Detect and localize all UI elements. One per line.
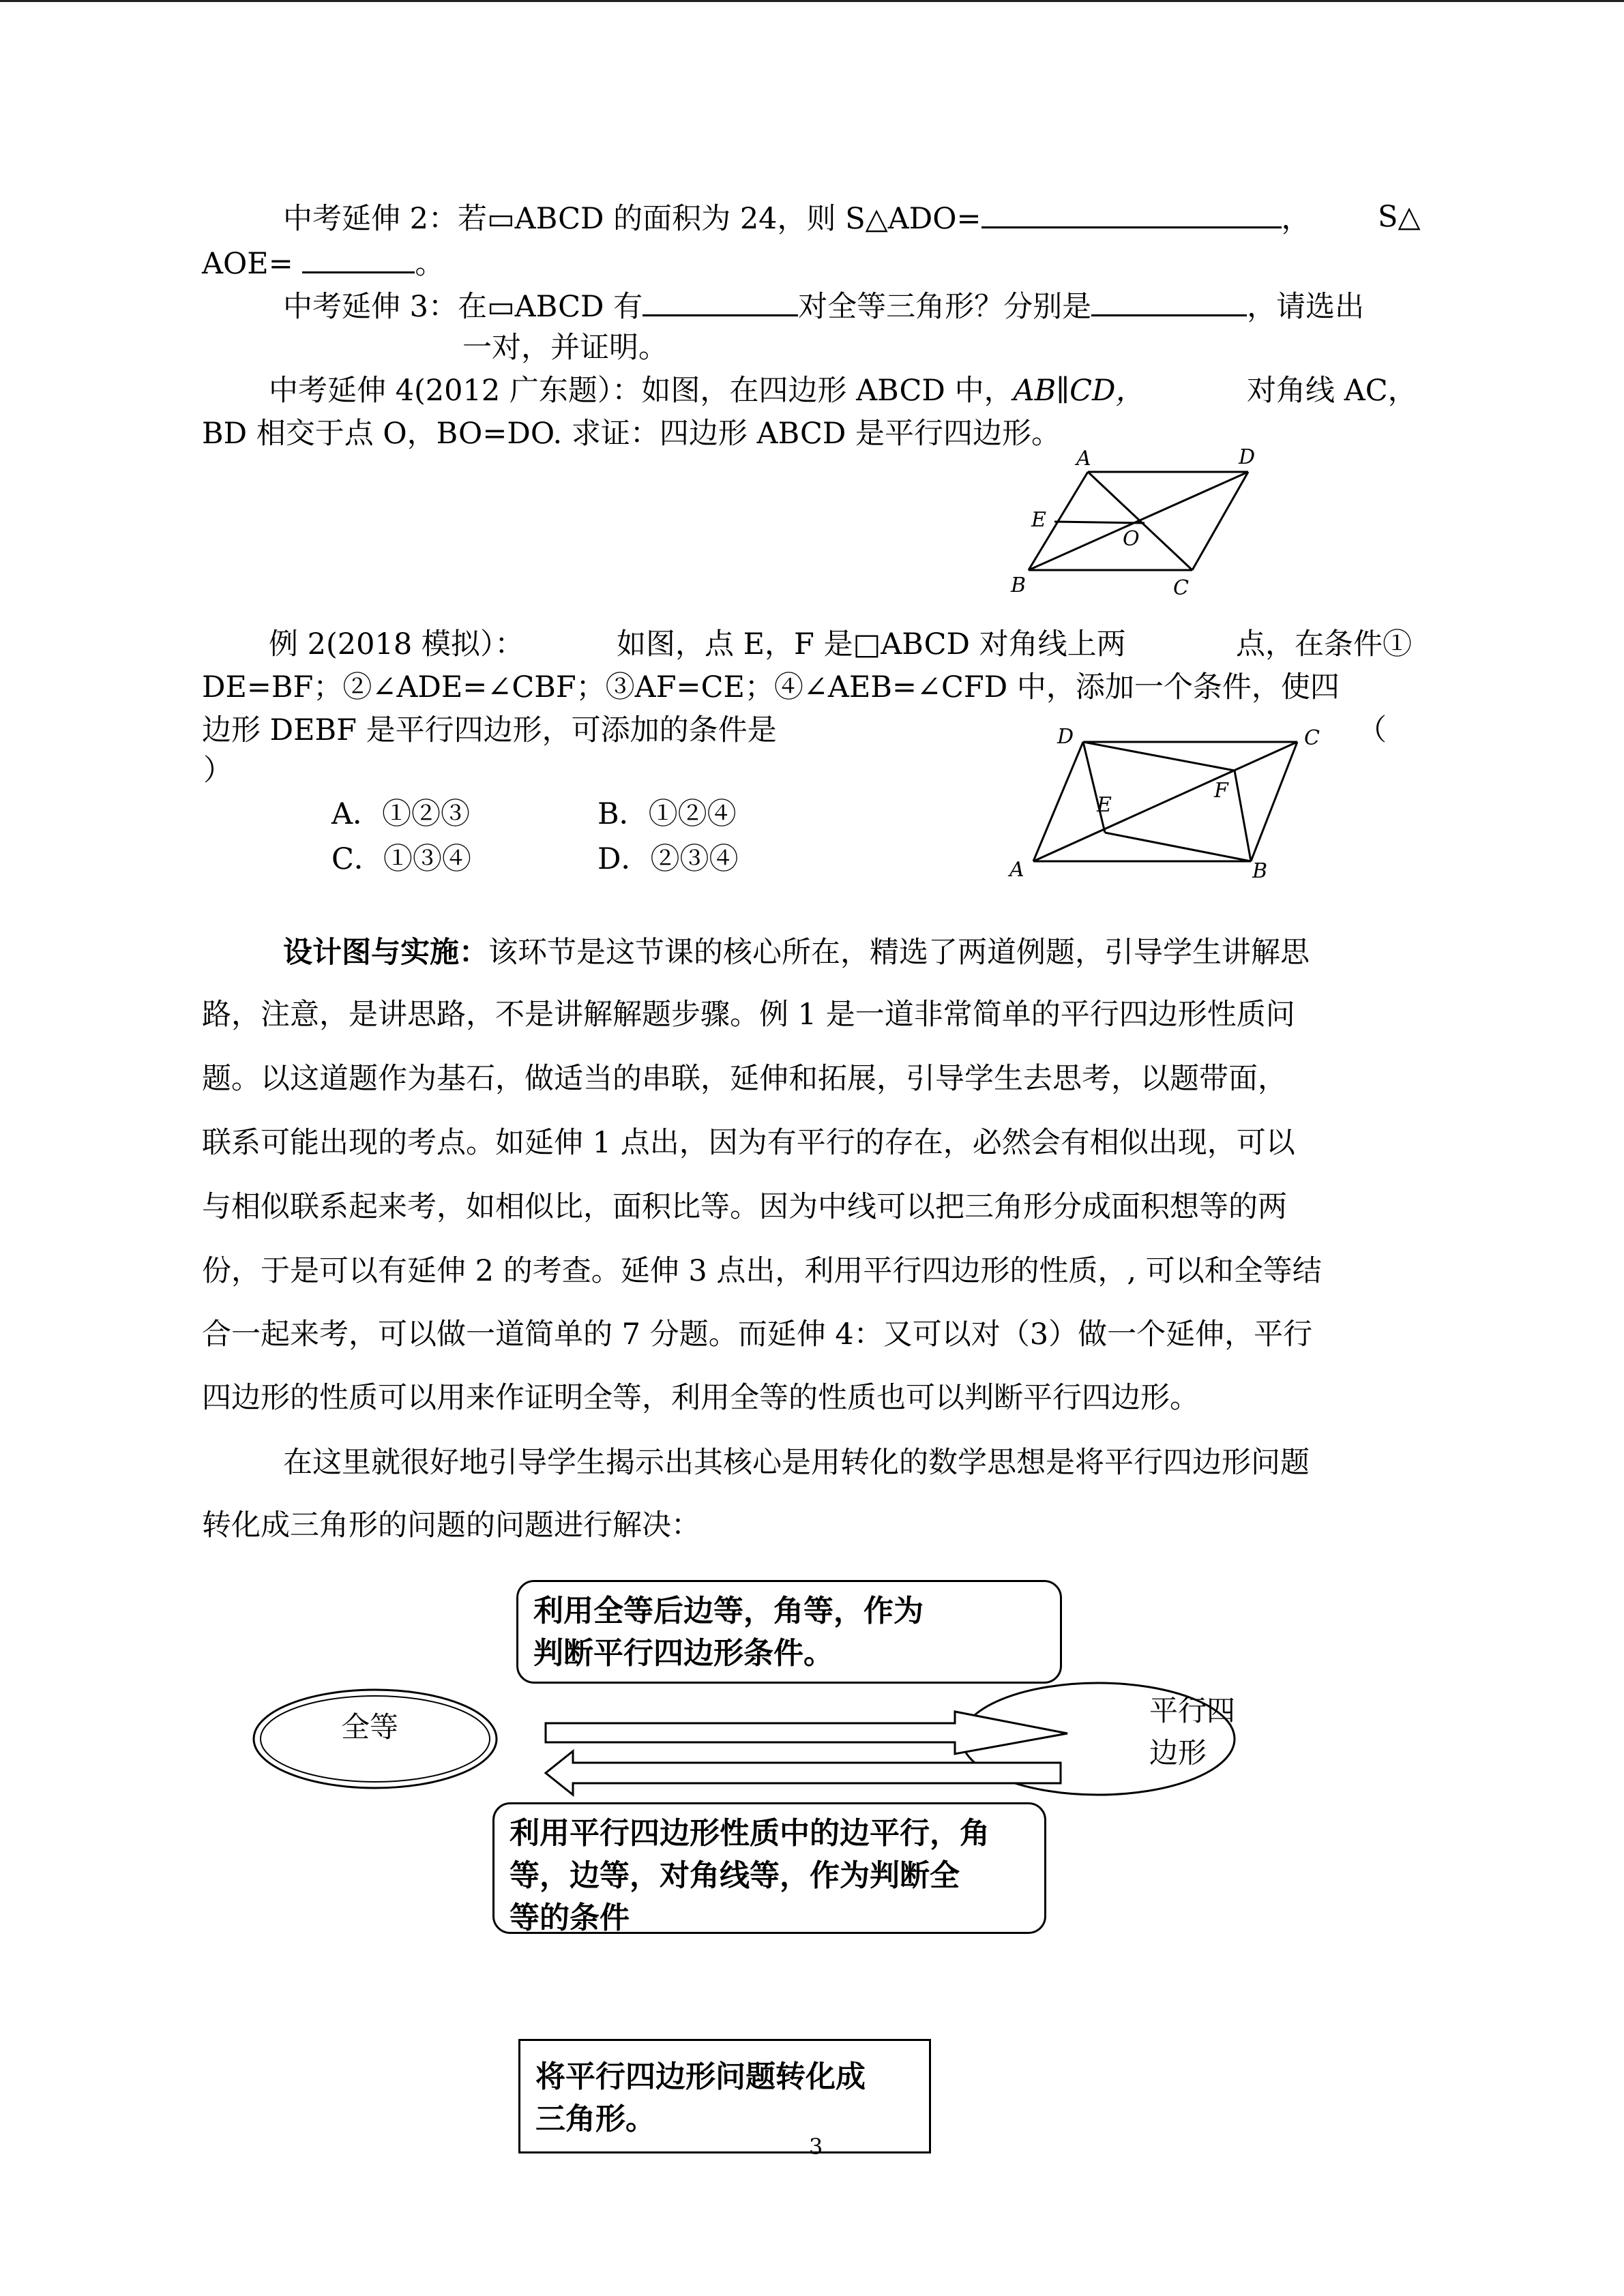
flow-bottom-box-line1: 利用平行四边形性质中的边平行，角 [510, 1816, 990, 1851]
design-text-1: 该环节是这节课的核心所在，精选了两道例题，引导学生讲解思 [488, 936, 1310, 970]
flow-bottom-box [492, 1802, 1046, 1934]
design-line2: 路，注意，是讲思路，不是讲解解题步骤。例 1 是一道非常简单的平行四边形性质问 [202, 998, 1295, 1032]
design-line8: 四边形的性质可以用来作证明全等，利用全等的性质也可以判断平行四边形。 [202, 1381, 1199, 1415]
ext4-line2: BD 相交于点 O，BO=DO. 求证：四边形 ABCD 是平行四边形。 [202, 417, 1061, 451]
fig2-segment-bf [1235, 771, 1251, 861]
ex2-line2: DE=BF；②∠ADE=∠CBF；③AF=CE；④∠AEB=∠CFD 中，添加一个条件，使四 [202, 670, 1340, 704]
flow-right-oval-label-line1: 平行四 [1149, 1694, 1236, 1727]
ex2-option-b[interactable]: B．①②④ [597, 797, 737, 831]
fig2-segment-fd [1083, 742, 1235, 771]
flow-top-box-line1: 利用全等后边等，角等，作为 [533, 1594, 924, 1628]
ex2-line3: 边形 DEBF 是平行四边形，可添加的条件是 [202, 713, 777, 747]
fig1-label-c: C [1173, 576, 1189, 600]
design-line7: 合一起来考，可以做一道简单的 7 分题。而延伸 4：又可以对（3）做一个延伸，平行 [202, 1317, 1313, 1352]
ex2-option-c[interactable]: C．①③④ [331, 842, 471, 876]
design-line1 [283, 932, 1310, 973]
flow-top-box-line2: 判断平行四边形条件。 [533, 1636, 833, 1671]
ex2-text-b: 如图，点 E，F 是□ABCD 对角线上两 [617, 627, 1126, 661]
ext3-blank-count[interactable] [643, 284, 798, 316]
ext4-text-b: 对角线 AC， [1247, 374, 1417, 408]
flow-bottom-box-line3: 等的条件 [510, 1900, 630, 1934]
fig1-label-b: B [1011, 573, 1027, 597]
summary-line2: 转化成三角形的问题的问题进行解决： [202, 1508, 700, 1542]
ext4-text-a: 中考延伸 4(2012 广东题）：如图，在四边形 ABCD 中， [269, 374, 1014, 408]
ext2-line1 [283, 196, 1311, 239]
fig1-label-o: O [1123, 527, 1140, 551]
flow-arrow-left-icon [546, 1751, 1061, 1795]
ex2-option-a[interactable]: A．①②③ [331, 797, 471, 831]
page-top-border [0, 0, 1624, 2]
flow-result-box-line1: 将平行四边形问题转化成 [535, 2059, 866, 2094]
ext2-comma: ， [1281, 202, 1311, 236]
ext2-line2 [202, 241, 444, 284]
ext4-condition: AB∥CD， [1013, 374, 1145, 408]
fig2-label-e: E [1097, 793, 1112, 817]
design-line4: 联系可能出现的考点。如延伸 1 点出，因为有平行的存在，必然会有相似出现，可以 [202, 1126, 1295, 1160]
fig2-segment-de [1083, 742, 1105, 833]
flow-result-box-line2: 三角形。 [535, 2102, 655, 2136]
flow-arrow-right-icon [546, 1712, 1067, 1754]
figure-parallelogram-debf [1003, 719, 1344, 883]
ext2-text: 中考延伸 2：若▭ABCD 的面积为 24，则 S△ADO= [283, 202, 981, 236]
fig1-side-dc [1192, 472, 1248, 570]
flow-top-box [516, 1580, 1062, 1684]
ext3-text-a: 中考延伸 3：在▭ABCD 有 [283, 290, 643, 324]
ext2-s-tri: S△ [1378, 200, 1421, 234]
ext2-blank-ado[interactable] [981, 196, 1282, 228]
ext4-line1 [269, 370, 1145, 411]
fig2-label-c: C [1304, 726, 1320, 750]
ex2-paren-open: （ [1357, 713, 1387, 747]
fig2-label-d: D [1057, 725, 1074, 749]
design-line6: 份，于是可以有延伸 2 的考查。延伸 3 点出，利用平行四边形的性质，, 可以和全等结 [202, 1254, 1322, 1288]
summary-line1: 在这里就很好地引导学生揭示出其核心是用转化的数学思想是将平行四边形问题 [283, 1446, 1310, 1480]
figure-quadrilateral-abcd [1003, 443, 1275, 603]
design-line5: 与相似联系起来考，如相似比，面积比等。因为中线可以把三角形分成面积想等的两 [202, 1190, 1287, 1224]
design-label: 设计图与实施： [283, 936, 488, 970]
fig1-label-e: E [1031, 508, 1046, 532]
fig2-side-ad [1033, 742, 1083, 861]
ext3-text-c: ，请选出 [1247, 290, 1365, 324]
ext3-line1 [283, 284, 1364, 327]
flow-left-oval-label: 全等 [341, 1710, 399, 1744]
fig2-label-f: F [1214, 779, 1228, 803]
ext3-line2: 一对，并证明。 [462, 331, 668, 365]
fig2-label-b: B [1252, 859, 1268, 883]
ex2-option-d[interactable]: D．②③④ [597, 842, 739, 876]
fig1-segment-eo [1054, 522, 1145, 523]
page-number: 3 [809, 2134, 823, 2160]
ex2-text-c: 点，在条件① [1236, 627, 1412, 661]
ext3-blank-which[interactable] [1091, 284, 1247, 316]
ext2-aoe: AOE= [202, 247, 293, 281]
flow-bottom-box-line2: 等，边等，对角线等，作为判断全 [510, 1858, 960, 1893]
fig2-segment-eb [1105, 833, 1251, 861]
flow-result-box [518, 2039, 931, 2153]
ext2-blank-aoe[interactable] [302, 241, 415, 273]
design-line3: 题。以这道题作为基石，做适当的串联，延伸和拓展，引导学生去思考，以题带面， [202, 1062, 1287, 1096]
flow-right-oval-label-line2: 边形 [1149, 1736, 1207, 1770]
ext2-end: 。 [415, 247, 445, 281]
ext3-text-b: 对全等三角形？分别是 [798, 290, 1092, 324]
fig1-label-d: D [1239, 445, 1256, 469]
ex2-label: 例 2(2018 模拟）： [269, 627, 525, 661]
fig2-label-a: A [1009, 858, 1024, 882]
fig1-label-a: A [1076, 447, 1091, 471]
ex2-paren-close: ） [203, 754, 233, 788]
